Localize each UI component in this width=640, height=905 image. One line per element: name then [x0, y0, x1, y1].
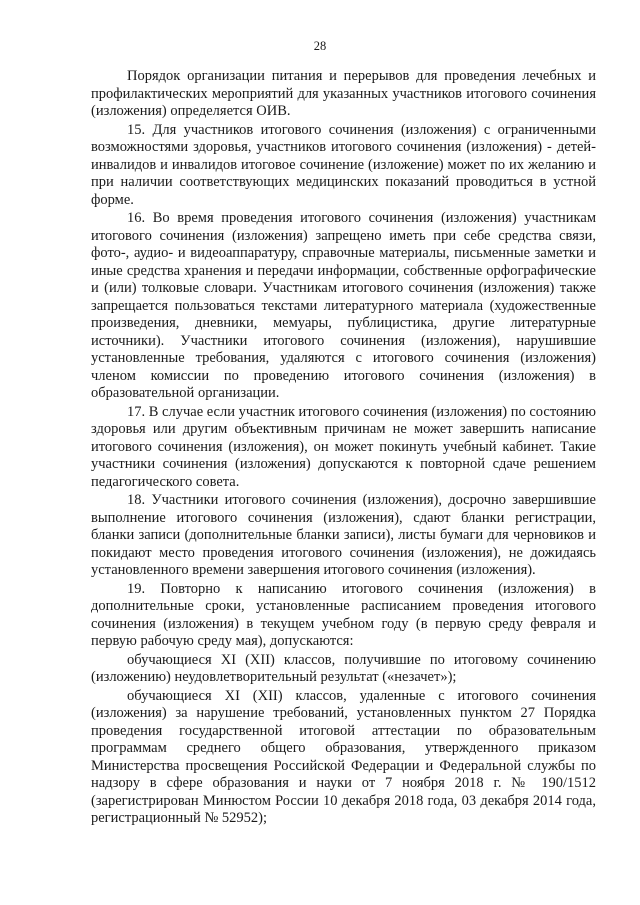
paragraph-18-early-completion: 18. Участники итогового сочинения (изложения), досрочно завершившие выполнение итогового сочинения (изложения), сдают бланки регистрации, бланки записи (дополнительные бланки записи), листы бумаги для черновиков и покидают место проведения итогового сочинения (изложения), не дожидаясь установленного времени завершения итогового сочинения (изложения).	[91, 492, 596, 578]
paragraph-16-prohibited-items: 16. Во время проведения итогового сочинения (изложения) участникам итогового сочинения (изложения) запрещено иметь при себе средства связи, фото-, аудио- и видеоаппаратуру, справочные материалы, письменные заметки и иные средства хранения и передачи информации, собственные орфографические и (или) толковые словари. Участникам итогового сочинения (изложения) также запрещается пользоваться текстами литературного материала (художественные произведения, дневники, мемуары, публицистика, другие литературные источники). Участники итогового сочинения (изложения), нарушившие установленные требования, удаляются с итогового сочинения (изложения) членом комиссии по проведению итогового сочинения (изложения) в образовательной организации.	[91, 210, 596, 401]
list-item-removed: обучающиеся XI (XII) классов, удаленные с итогового сочинения (изложения) за нарушение требований, установленных пунктом 27 Порядка проведения государственной итоговой аттестации по образовательным программам среднего общего образования, утвержденного приказом Министерства просвещения Российской Федерации и Федеральной службы по надзору в сфере образования и науки от 7 ноября 2018 г. № 190/1512 (зарегистрирован Минюстом России 10 декабря 2018 года, 03 декабря 2014 года, регистрационный № 52952);	[91, 687, 596, 826]
paragraph-19-retake: 19. Повторно к написанию итогового сочинения (изложения) в дополнительные сроки, установленные расписанием проведения итогового сочинения (изложения) в текущем учебном году (в первую среду февраля и первую рабочую среду мая), допускаются:	[91, 580, 596, 649]
list-item-unsatisfactory: обучающиеся XI (XII) классов, получившие по итоговому сочинению (изложению) неудовлетворительный результат («незачет»);	[91, 651, 596, 685]
page-number: 28	[313, 39, 327, 53]
document-body	[91, 68, 596, 828]
paragraph-meals: Порядок организации питания и перерывов для проведения лечебных и профилактических мероприятий для указанных участников итогового сочинения (изложения) определяется ОИВ.	[91, 68, 596, 119]
paragraph-17-health-reasons: 17. В случае если участник итогового сочинения (изложения) по состоянию здоровья или другим объективным причинам не может завершить написание итогового сочинения (изложения), он может покинуть учебный кабинет. Такие участники сочинения (изложения) допускаются к повторной сдаче решением педагогического совета.	[91, 403, 596, 490]
paragraph-15-oral-form: 15. Для участников итогового сочинения (изложения) с ограниченными возможностями здоровья, участников итогового сочинения (изложения) - детей-инвалидов и инвалидов итоговое сочинение (изложение) может по их желанию и при наличии соответствующих медицинских показаний проводиться в устной форме.	[91, 121, 596, 208]
